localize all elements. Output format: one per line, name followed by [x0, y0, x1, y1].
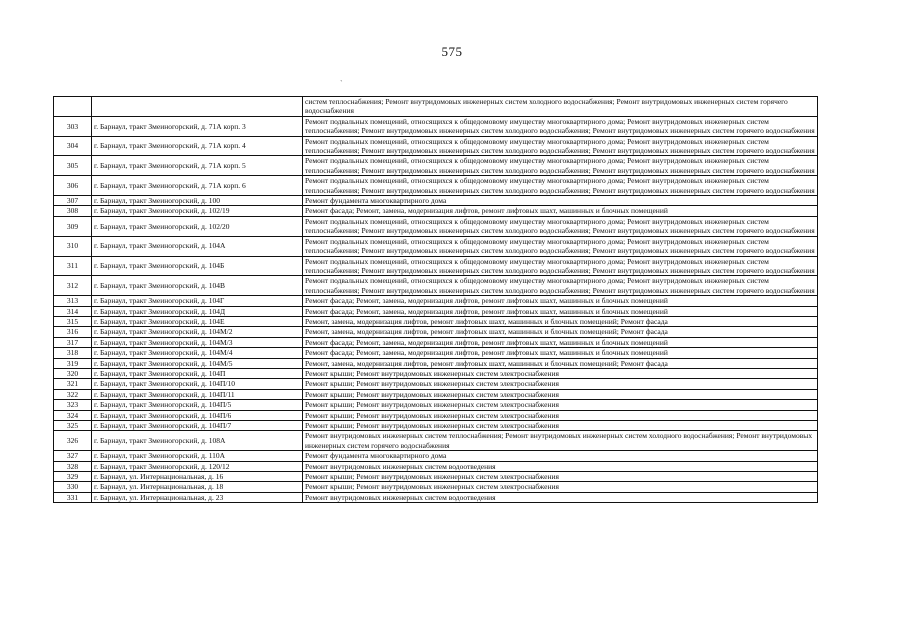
address-cell: г. Барнаул, тракт Змеиногорский, д. 104М/3: [92, 337, 303, 347]
work-type-cell: Ремонт фундамента многоквартирного дома: [303, 196, 818, 206]
address-cell: г. Барнаул, тракт Змеиногорский, д. 104В: [92, 276, 303, 296]
row-number-cell: [54, 97, 92, 117]
table-row: [54, 451, 818, 461]
row-number-cell: 305: [54, 156, 92, 176]
work-type-cell: Ремонт крыши; Ремонт внутридомовых инженерных систем электроснабжения: [303, 400, 818, 410]
address-cell: г. Барнаул, тракт Змеиногорский, д. 71А корп. 4: [92, 136, 303, 156]
table-row: [54, 176, 818, 196]
work-type-cell: Ремонт крыши; Ремонт внутридомовых инженерных систем электроснабжения: [303, 368, 818, 378]
address-cell: г. Барнаул, тракт Змеиногорский, д. 71А корп. 6: [92, 176, 303, 196]
table-row: [54, 196, 818, 206]
address-cell: г. Барнаул, тракт Змеиногорский, д. 100: [92, 196, 303, 206]
address-cell: г. Барнаул, тракт Змеиногорский, д. 104М/4: [92, 348, 303, 358]
work-type-cell: Ремонт внутридомовых инженерных систем теплоснабжения; Ремонт внутридомовых инженерных систем холодного водоснабжения; Ремонт внутридомовых инженерных систем горячего водоснабжения: [303, 431, 818, 451]
row-number-cell: 311: [54, 256, 92, 276]
row-number-cell: 312: [54, 276, 92, 296]
address-cell: г. Барнаул, тракт Змеиногорский, д. 102/19: [92, 206, 303, 216]
row-number-cell: 329: [54, 472, 92, 482]
row-number-cell: 324: [54, 410, 92, 420]
work-type-cell: Ремонт, замена, модернизация лифтов, ремонт лифтовых шахт, машинных и блочных помещений; Ремонт фасада: [303, 358, 818, 368]
table-row: [54, 431, 818, 451]
page-number: 575: [441, 44, 463, 59]
work-type-cell: Ремонт подвальных помещений, относящихся к общедомовому имуществу многоквартирного дома; Ремонт внутридомовых инженерных систем теплоснабжения; Ремонт внутридомовых инженерных систем холодного водоснабжения; Ремонт внутридомовых инженерных систем горячего водоснабжения: [303, 156, 818, 176]
table-row: [54, 136, 818, 156]
row-number-cell: 303: [54, 116, 92, 136]
row-number-cell: 309: [54, 216, 92, 236]
row-number-cell: 317: [54, 337, 92, 347]
work-type-cell: Ремонт крыши; Ремонт внутридомовых инженерных систем электроснабжения: [303, 472, 818, 482]
table-row: [54, 472, 818, 482]
address-cell: г. Барнаул, тракт Змеиногорский, д. 110А: [92, 451, 303, 461]
table-row: [54, 156, 818, 176]
address-cell: г. Барнаул, тракт Змеиногорский, д. 104П/10: [92, 379, 303, 389]
work-type-cell: Ремонт фасада; Ремонт, замена, модернизация лифтов, ремонт лифтовых шахт, машинных и блочных помещений: [303, 296, 818, 306]
row-number-cell: 304: [54, 136, 92, 156]
row-number-cell: 318: [54, 348, 92, 358]
work-type-cell: Ремонт подвальных помещений, относящихся к общедомовому имуществу многоквартирного дома; Ремонт внутридомовых инженерных систем теплоснабжения; Ремонт внутридомовых инженерных систем холодного водоснабжения; Ремонт внутридомовых инженерных систем горячего водоснабжения: [303, 256, 818, 276]
table-row: [54, 256, 818, 276]
work-type-cell: Ремонт подвальных помещений, относящихся к общедомовому имуществу многоквартирного дома; Ремонт внутридомовых инженерных систем теплоснабжения; Ремонт внутридомовых инженерных систем холодного водоснабжения; Ремонт внутридомовых инженерных систем горячего водоснабжения: [303, 176, 818, 196]
table-row: [54, 368, 818, 378]
table-row: [54, 316, 818, 326]
table-row: [54, 216, 818, 236]
row-number-cell: 308: [54, 206, 92, 216]
work-type-cell: Ремонт крыши; Ремонт внутридомовых инженерных систем электроснабжения: [303, 482, 818, 492]
row-number-cell: 314: [54, 306, 92, 316]
address-cell: г. Барнаул, тракт Змеиногорский, д. 120/12: [92, 461, 303, 471]
address-cell: г. Барнаул, ул. Интернациональная, д. 18: [92, 482, 303, 492]
table-row: [54, 306, 818, 316]
table-row: [54, 276, 818, 296]
address-cell: г. Барнаул, тракт Змеиногорский, д. 104А: [92, 236, 303, 256]
address-cell: г. Барнаул, тракт Змеиногорский, д. 104М/2: [92, 327, 303, 337]
repair-register-body: [54, 97, 818, 503]
address-cell: г. Барнаул, ул. Интернациональная, д. 16: [92, 472, 303, 482]
table-row: [54, 206, 818, 216]
table-row: [54, 348, 818, 358]
row-number-cell: 315: [54, 316, 92, 326]
address-cell: г. Барнаул, тракт Змеиногорский, д. 104П: [92, 368, 303, 378]
work-type-cell: Ремонт фасада; Ремонт, замена, модернизация лифтов, ремонт лифтовых шахт, машинных и блочных помещений: [303, 306, 818, 316]
row-number-cell: 320: [54, 368, 92, 378]
work-type-cell: Ремонт крыши; Ремонт внутридомовых инженерных систем электроснабжения: [303, 421, 818, 431]
table-row: [54, 327, 818, 337]
address-cell: г. Барнаул, тракт Змеиногорский, д. 71А корп. 5: [92, 156, 303, 176]
row-number-cell: 322: [54, 389, 92, 399]
row-number-cell: 323: [54, 400, 92, 410]
address-cell: г. Барнаул, тракт Змеиногорский, д. 104П/11: [92, 389, 303, 399]
work-type-cell: систем теплоснабжения; Ремонт внутридомовых инженерных систем холодного водоснабжения; Ремонт внутридомовых инженерных систем горячего водоснабжения: [303, 97, 818, 117]
scan-mark: `: [340, 79, 343, 88]
work-type-cell: Ремонт подвальных помещений, относящихся к общедомовому имуществу многоквартирного дома; Ремонт внутридомовых инженерных систем теплоснабжения; Ремонт внутридомовых инженерных систем холодного водоснабжения; Ремонт внутридомовых инженерных систем горячего водоснабжения: [303, 276, 818, 296]
row-number-cell: 319: [54, 358, 92, 368]
table-row: [54, 379, 818, 389]
address-cell: г. Барнаул, тракт Змеиногорский, д. 104П/6: [92, 410, 303, 420]
table-row: [54, 296, 818, 306]
table-row: [54, 410, 818, 420]
work-type-cell: Ремонт крыши; Ремонт внутридомовых инженерных систем электроснабжения: [303, 389, 818, 399]
work-type-cell: Ремонт фасада; Ремонт, замена, модернизация лифтов, ремонт лифтовых шахт, машинных и блочных помещений: [303, 337, 818, 347]
row-number-cell: 326: [54, 431, 92, 451]
address-cell: г. Барнаул, тракт Змеиногорский, д. 71А корп. 3: [92, 116, 303, 136]
work-type-cell: Ремонт крыши; Ремонт внутридомовых инженерных систем электроснабжения: [303, 410, 818, 420]
table-row: [54, 116, 818, 136]
repair-register-table: [53, 96, 818, 503]
work-type-cell: Ремонт, замена, модернизация лифтов, ремонт лифтовых шахт, машинных и блочных помещений; Ремонт фасада: [303, 316, 818, 326]
work-type-cell: Ремонт подвальных помещений, относящихся к общедомовому имуществу многоквартирного дома; Ремонт внутридомовых инженерных систем теплоснабжения; Ремонт внутридомовых инженерных систем холодного водоснабжения; Ремонт внутридомовых инженерных систем горячего водоснабжения: [303, 116, 818, 136]
work-type-cell: Ремонт, замена, модернизация лифтов, ремонт лифтовых шахт, машинных и блочных помещений; Ремонт фасада: [303, 327, 818, 337]
table-row: [54, 358, 818, 368]
table-row: [54, 400, 818, 410]
work-type-cell: Ремонт подвальных помещений, относящихся к общедомовому имуществу многоквартирного дома; Ремонт внутридомовых инженерных систем теплоснабжения; Ремонт внутридомовых инженерных систем холодного водоснабжения; Ремонт внутридомовых инженерных систем горячего водоснабжения: [303, 236, 818, 256]
address-cell: г. Барнаул, тракт Змеиногорский, д. 104П/7: [92, 421, 303, 431]
table-row: [54, 97, 818, 117]
work-type-cell: Ремонт фасада; Ремонт, замена, модернизация лифтов, ремонт лифтовых шахт, машинных и блочных помещений: [303, 206, 818, 216]
address-cell: г. Барнаул, тракт Змеиногорский, д. 104Е: [92, 316, 303, 326]
address-cell: г. Барнаул, тракт Змеиногорский, д. 104Д: [92, 306, 303, 316]
address-cell: [92, 97, 303, 117]
row-number-cell: 307: [54, 196, 92, 206]
work-type-cell: Ремонт подвальных помещений, относящихся к общедомовому имуществу многоквартирного дома; Ремонт внутридомовых инженерных систем теплоснабжения; Ремонт внутридомовых инженерных систем холодного водоснабжения; Ремонт внутридомовых инженерных систем горячего водоснабжения: [303, 136, 818, 156]
row-number-cell: 330: [54, 482, 92, 492]
address-cell: г. Барнаул, тракт Змеиногорский, д. 104М/5: [92, 358, 303, 368]
row-number-cell: 313: [54, 296, 92, 306]
table-row: [54, 389, 818, 399]
row-number-cell: 310: [54, 236, 92, 256]
table-row: [54, 482, 818, 492]
row-number-cell: 325: [54, 421, 92, 431]
address-cell: г. Барнаул, тракт Змеиногорский, д. 104Б: [92, 256, 303, 276]
table-row: [54, 421, 818, 431]
row-number-cell: 321: [54, 379, 92, 389]
work-type-cell: Ремонт подвальных помещений, относящихся к общедомовому имуществу многоквартирного дома; Ремонт внутридомовых инженерных систем теплоснабжения; Ремонт внутридомовых инженерных систем холодного водоснабжения; Ремонт внутридомовых инженерных систем горячего водоснабжения: [303, 216, 818, 236]
row-number-cell: 327: [54, 451, 92, 461]
row-number-cell: 328: [54, 461, 92, 471]
table-row: [54, 461, 818, 471]
row-number-cell: 331: [54, 492, 92, 502]
table-row: [54, 337, 818, 347]
work-type-cell: Ремонт внутридомовых инженерных систем водоотведения: [303, 461, 818, 471]
work-type-cell: Ремонт внутридомовых инженерных систем водоотведения: [303, 492, 818, 502]
work-type-cell: Ремонт фундамента многоквартирного дома: [303, 451, 818, 461]
table-row: [54, 236, 818, 256]
address-cell: г. Барнаул, ул. Интернациональная, д. 23: [92, 492, 303, 502]
work-type-cell: Ремонт фасада; Ремонт, замена, модернизация лифтов, ремонт лифтовых шахт, машинных и блочных помещений: [303, 348, 818, 358]
table-row: [54, 492, 818, 502]
address-cell: г. Барнаул, тракт Змеиногорский, д. 104Г: [92, 296, 303, 306]
address-cell: г. Барнаул, тракт Змеиногорский, д. 102/20: [92, 216, 303, 236]
row-number-cell: 306: [54, 176, 92, 196]
work-type-cell: Ремонт крыши; Ремонт внутридомовых инженерных систем электроснабжения: [303, 379, 818, 389]
row-number-cell: 316: [54, 327, 92, 337]
address-cell: г. Барнаул, тракт Змеиногорский, д. 108А: [92, 431, 303, 451]
address-cell: г. Барнаул, тракт Змеиногорский, д. 104П/5: [92, 400, 303, 410]
